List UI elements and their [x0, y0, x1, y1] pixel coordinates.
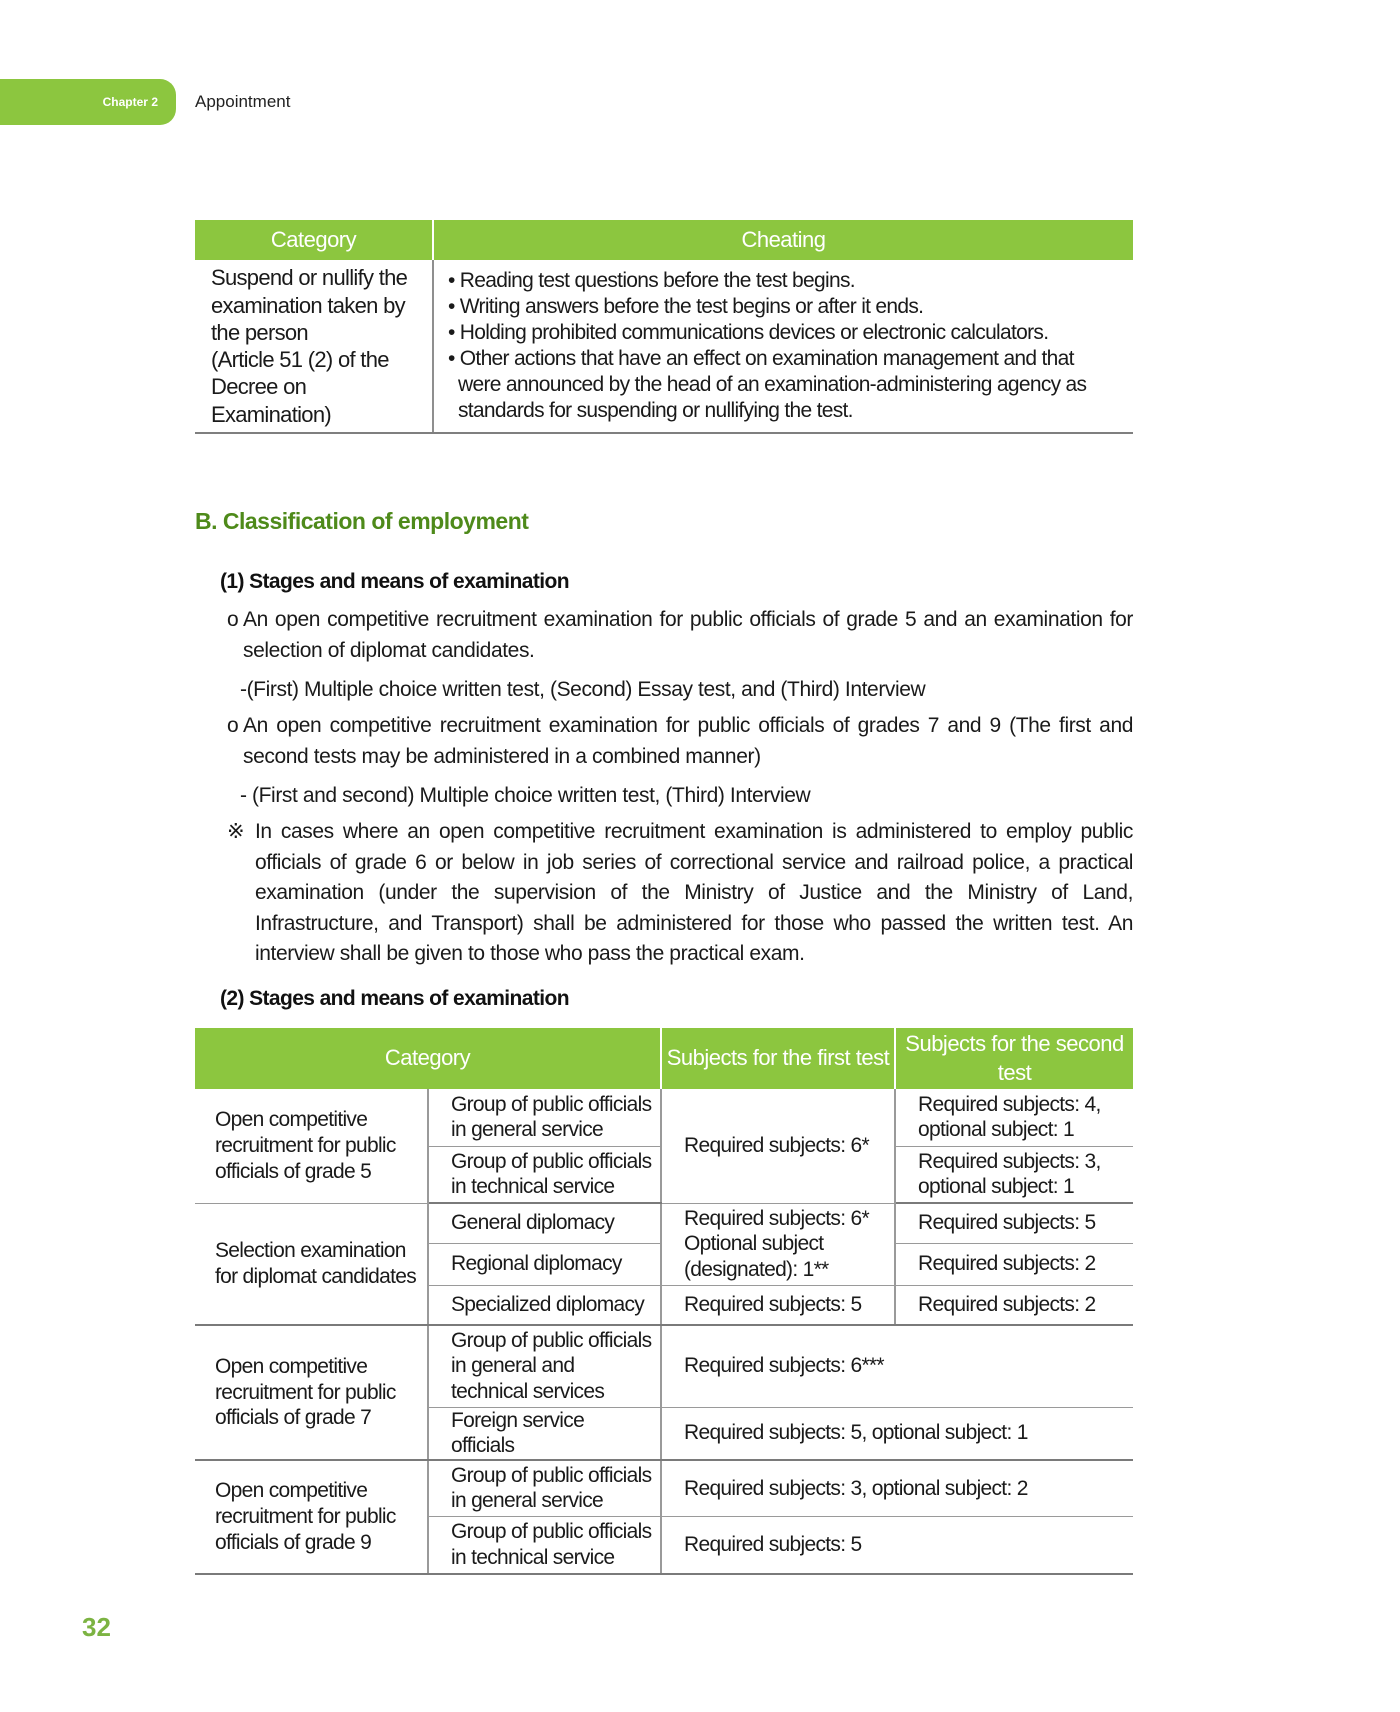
category-line: the person — [211, 319, 308, 345]
cheating-item-text: Holding prohibited communications devices or electronic calculators. — [459, 321, 1049, 345]
cheating-item: • Holding prohibited communications devices or electronic calculators. — [448, 321, 1049, 345]
table-row — [195, 1325, 1133, 1407]
note-mark: ※ — [227, 820, 245, 843]
header-category: Category — [195, 220, 433, 260]
subcategory-cell: Regional diplomacy — [428, 1243, 661, 1285]
category-line: examination taken by — [211, 292, 405, 318]
group-grade7: Open competitive recruitment for public officials of grade 7 — [195, 1325, 428, 1460]
circle-bullet: o — [227, 714, 239, 737]
subjects-cell: Required subjects: 6*** — [661, 1325, 1133, 1407]
cheating-table-row — [195, 260, 1133, 433]
subjects-cell: Required subjects: 3, optional subject: 2 — [661, 1460, 1133, 1517]
subcategory-cell: Foreign service officials — [428, 1407, 661, 1460]
note-paragraph — [227, 817, 1133, 970]
subcategory-cell: Group of public officials in technical service — [428, 1146, 661, 1203]
subcategory-cell: Group of public officials in technical service — [428, 1517, 661, 1574]
header-category: Category — [195, 1028, 661, 1089]
cheating-table — [195, 220, 1133, 434]
first-test-cell: Required subjects: 6* — [661, 1089, 895, 1203]
second-test-cell: Required subjects: 2 — [895, 1243, 1133, 1285]
subjects-cell: Required subjects: 5, optional subject: 1 — [661, 1407, 1133, 1460]
header-first-test: Subjects for the first test — [661, 1028, 895, 1089]
subcategory-cell: Group of public officials in general service — [428, 1460, 661, 1517]
paragraph-text: An open competitive recruitment examination for public officials of grade 5 and an examination for selection of diplomat candidates. — [243, 608, 1133, 662]
subcategory-cell: General diplomacy — [428, 1203, 661, 1243]
first-test-cell: Required subjects: 6* Optional subject (designated): 1** — [661, 1203, 895, 1285]
category-line: Decree on Examination) — [211, 374, 331, 427]
cheating-item-text: Writing answers before the test begins or after it ends. — [459, 295, 924, 319]
cheating-item-text: Reading test questions before the test begins. — [459, 269, 855, 292]
section-heading: B. Classification of employment — [195, 508, 529, 534]
stages-table — [195, 1028, 1133, 1575]
subheading-stages-2: (2) Stages and means of examination — [220, 987, 569, 1010]
stages-table-header — [195, 1028, 1133, 1089]
second-test-cell: Required subjects: 5 — [895, 1203, 1133, 1243]
cheating-table-header — [195, 220, 1133, 260]
chapter-tab: Chapter 2 — [0, 79, 176, 125]
cheating-item: • Other actions that have an effect on examination management and that were announced by the head of an examination-administering agency as standards for suspending or nullifying the test. — [448, 347, 1087, 423]
table-row — [195, 1089, 1133, 1146]
table-row — [195, 1203, 1133, 1243]
group-diplomat: Selection examination for diplomat candidates — [195, 1203, 428, 1325]
paragraph-text: An open competitive recruitment examination for public officials of grades 7 and 9 (The first and second tests may be administered in a combined manner) — [243, 714, 1133, 768]
circle-bullet: o — [227, 608, 239, 631]
dash-line-grade5: -(First) Multiple choice written test, (Second) Essay test, and (Third) Interview — [240, 678, 926, 701]
subcategory-cell: Group of public officials in general and technical services — [428, 1325, 661, 1407]
paragraph-grade5 — [227, 605, 1133, 666]
chapter-title: Appointment — [195, 92, 291, 111]
dash-line-grade7-9: - (First and second) Multiple choice written test, (Third) Interview — [240, 784, 811, 807]
header-cheating: Cheating — [433, 220, 1133, 260]
group-grade5: Open competitive recruitment for public officials of grade 5 — [195, 1089, 428, 1203]
category-cell — [195, 260, 433, 433]
subcategory-cell: Group of public officials in general service — [428, 1089, 661, 1146]
cheating-item: • Reading test questions before the test begins. — [448, 269, 855, 292]
category-line: (Article 51 (2) of the — [211, 347, 389, 373]
paragraph-grade7-9 — [227, 711, 1133, 772]
second-test-cell: Required subjects: 3, optional subject: 1 — [895, 1146, 1133, 1203]
header-second-test: Subjects for the second test — [895, 1028, 1133, 1089]
table-row — [195, 1460, 1133, 1517]
page-number: 32 — [82, 1612, 111, 1642]
subjects-cell: Required subjects: 5 — [661, 1517, 1133, 1574]
second-test-cell: Required subjects: 2 — [895, 1285, 1133, 1325]
subheading-stages-1: (1) Stages and means of examination — [220, 570, 569, 593]
cheating-items-cell — [433, 260, 1133, 433]
note-text: In cases where an open competitive recruitment examination is administered to employ public officials of grade 6 or below in job series of correctional service and railroad police, a practical examination (under the supervision of the Ministry of Justice and the Ministry of Land, Infrastructure, and Transport) shall be administered for those who passed the written test. An interview shall be given to those who pass the practical exam. — [255, 820, 1133, 965]
subcategory-cell: Specialized diplomacy — [428, 1285, 661, 1325]
category-line: Suspend or nullify the — [211, 265, 408, 291]
cheating-item-text: Other actions that have an effect on examination management and that were announced by the head of an examination-administering agency as standards for suspending or nullifying the test. — [458, 347, 1087, 423]
first-test-cell: Required subjects: 5 — [661, 1285, 895, 1325]
group-grade9: Open competitive recruitment for public officials of grade 9 — [195, 1460, 428, 1574]
second-test-cell: Required subjects: 4, optional subject: 1 — [895, 1089, 1133, 1146]
cheating-item: • Writing answers before the test begins or after it ends. — [448, 295, 924, 319]
